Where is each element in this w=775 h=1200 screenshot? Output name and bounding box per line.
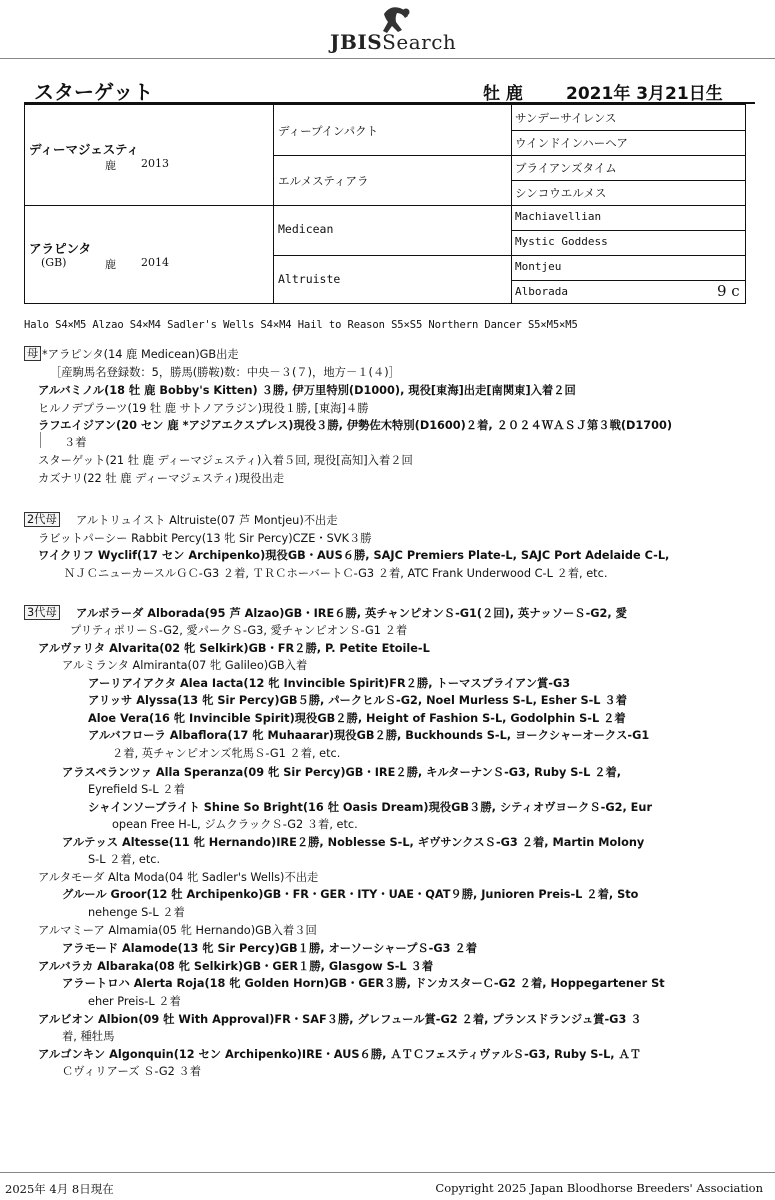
logo-jbis: JBIS: [330, 30, 383, 54]
horse-name: スターゲット: [34, 80, 154, 104]
g3-line: ２着, 英チャンピオンズ牝馬Ｓ-G1 ２着, etc.: [112, 747, 341, 760]
dam-origin: (GB): [41, 256, 67, 269]
dam-name: アラピンタ: [29, 241, 92, 256]
dam-dam: Altruiste: [278, 272, 341, 286]
g3-line: アルビオン Albion(09 牡 With Approval)FR・SAF３勝, グレフュール賞-G2 ２着, プランスドランジュ賞-G3 ３: [38, 1013, 642, 1026]
inbreeding-cross: Halo S4×M5 Alzao S4×M4 Sadler's Wells S4×M4 Hail to Reason S5×S5 Northern Dancer S5×M5×M5: [24, 319, 578, 331]
g3-line: アラモード Alamode(13 牝 Sir Percy)GB１勝, オーソーシャープＳ-G3 ２着: [62, 942, 478, 955]
pedigree-col-divider: [273, 105, 274, 303]
g3-line: Aloe Vera(16 牝 Invincible Spirit)現役GB２勝, Height of Fashion S-L, Godolphin S-L ２着: [88, 712, 626, 725]
g3-line: S-L ２着, etc.: [88, 853, 161, 866]
g3-line: Eyrefield S-L ２着: [88, 783, 185, 796]
pedigree-row-divider: [25, 205, 745, 206]
g3-line: 着, 種牡馬: [62, 1030, 115, 1043]
footer-divider: [0, 1172, 775, 1173]
pedigree-row-divider: [273, 255, 745, 256]
g3-line: シャインソーブライト Shine So Bright(16 牡 Oasis Dream)現役GB３勝, シティオヴヨークＳ-G2, Eur: [88, 801, 653, 814]
dam-line: ラフエイジアン(20 セン 鹿 *アジアエクスプレス)現役３勝, 伊勢佐木特別(D1600)２着, ２０２４ＷＡＳＪ第３戦(D1700): [38, 419, 673, 432]
dam-tag: 母: [24, 346, 41, 361]
g3-line: アルヴァリタ Alvarita(02 牝 Selkirk)GB・FR２勝, P. Petite Etoile-L: [38, 642, 430, 655]
pedigree-row-divider: [511, 230, 745, 231]
g3-ancestor: サンデーサイレンス: [515, 111, 617, 125]
g3-line: プリティポリーＳ-G2, 愛パークＳ-G3, 愛チャンピオンＳ-G1 ２着: [70, 624, 408, 637]
g3-ancestor: Machiavellian: [515, 210, 602, 223]
header-divider: [0, 58, 775, 59]
g3-line: アーリアイアクタ Alea Iacta(12 牝 Invincible Spirit)FR２勝, トーマスブライアン賞-G3: [88, 677, 571, 690]
g3-line: eher Preis-L ２着: [88, 995, 181, 1008]
family-number: 9 c: [717, 282, 740, 300]
g3-ancestor: Alborada: [515, 285, 568, 298]
g3-ancestor: Montjeu: [515, 260, 562, 273]
dam-color: 鹿: [105, 258, 116, 271]
g2-line: ワイクリフ Wyclif(17 セン Archipenko)現役GB・AUS６勝, SAJC Premiers Plate-L, SAJC Port Adelaide C-L,: [38, 549, 670, 562]
dam-year: 2014: [141, 256, 169, 269]
sire-color: 鹿: [105, 159, 116, 172]
g3-line: nehenge S-L ２着: [88, 906, 185, 919]
dam-line: スターゲット(21 牡 鹿 ディーマジェスティ)入着５回, 現役[高知]入着２回: [38, 454, 413, 467]
g3-ancestor: ブライアンズタイム: [515, 161, 617, 175]
g3-line: アルゴンキン Algonquin(12 セン Archipenko)IRE・AUS６勝, ＡＴＣフェスティヴァルＳ-G3, Ruby S-L, ＡＴ: [38, 1048, 642, 1061]
dam-line: ヒルノデプラーツ(19 牡 鹿 サトノアラジン)現役１勝, [東海]４勝: [38, 402, 369, 415]
g2-line: ＮＪＣニューカースルＧＣ-G3 ２着, ＴＲＣホーバートＣ-G3 ２着, ATC Frank Underwood C-L ２着, etc.: [64, 567, 608, 580]
dam-line: ［産駒馬名登録数：5，勝馬(勝鞍)数：中央－３(７)，地方－１(４)］: [50, 366, 400, 379]
g3-ancestor: シンコウエルメス: [515, 186, 607, 200]
dam-line: *アラピンタ(14 鹿 Medicean)GB出走: [42, 348, 239, 361]
sire-dam: エルメスティアラ: [278, 174, 369, 188]
dam-line: カズナリ(22 牡 鹿 ディーマジェスティ)現役出走: [38, 472, 285, 485]
g3-line: アリッサ Alyssa(13 牝 Sir Percy)GB５勝, パークヒルＳ-G2, Noel Murless S-L, Esher S-L ３着: [88, 694, 627, 707]
g3-line: アルボラーダ Alborada(95 芦 Alzao)GB・IRE６勝, 英チャンピオンＳ-G1(２回), 英ナッソーＳ-G2, 愛: [76, 607, 627, 620]
dam-line: アルバミノル(18 牡 鹿 Bobby's Kitten) ３勝, 伊万里特別(D1000), 現役[東海]出走[南関東]入着２回: [38, 384, 576, 397]
g2-line: ラビットパーシー Rabbit Percy(13 牝 Sir Percy)CZE・SVK３勝: [38, 532, 372, 545]
horse-sex-color: 牡 鹿: [483, 84, 523, 104]
second-dam-tag: 2代母: [24, 512, 60, 527]
g3-ancestor: Mystic Goddess: [515, 235, 608, 248]
g2-line: アルトリュイスト Altruiste(07 芦 Montjeu)不出走: [76, 514, 338, 527]
pedigree-row-divider: [511, 130, 745, 131]
pedigree-row-divider: [511, 180, 745, 181]
g3-line: アルマミーア Almamia(05 牝 Hernando)GB入着３回: [38, 924, 317, 937]
sire-sire: ディープインパクト: [278, 124, 379, 138]
g3-line: アラートロハ Alerta Roja(18 牝 Golden Horn)GB・GER３勝, ドンカスターＣ-G2 ２着, Hoppegartener St: [62, 977, 665, 990]
logo-text: [330, 30, 456, 54]
pedigree-table: [24, 104, 746, 304]
dam-sire: Medicean: [278, 222, 334, 236]
g3-line: アルテッス Altesse(11 牝 Hernando)IRE２勝, Noblesse S-L, ギヴサンクスＳ-G3 ２着, Martin Molony: [62, 836, 645, 849]
horse-birthdate: 2021年 3月21日生: [566, 84, 723, 104]
logo-search: Search: [382, 30, 457, 54]
g3-line: Ｃヴィリアーズ Ｓ-G2 ３着: [62, 1065, 202, 1078]
continuation-bar: [40, 432, 41, 448]
g3-line: グルール Groor(12 牡 Archipenko)GB・FR・GER・ITY・UAE・QAT９勝, Junioren Preis-L ２着, Sto: [62, 888, 639, 901]
g3-line: アルミランタ Almiranta(07 牝 Galileo)GB入着: [62, 659, 308, 672]
g3-line: アラスペランツァ Alla Speranza(09 牝 Sir Percy)GB・IRE２勝, キルターナンＳ-G3, Ruby S-L ２着,: [62, 766, 622, 779]
pedigree-row-divider: [511, 280, 745, 281]
footer-date: 2025年 4月 8日現在: [5, 1182, 114, 1196]
g3-line: opean Free H-L, ジムクラックＳ-G2 ３着, etc.: [112, 818, 358, 831]
pedigree-row-divider: [273, 155, 745, 156]
third-dam-tag: 3代母: [24, 605, 60, 620]
sire-name: ディーマジェスティ: [29, 142, 140, 157]
g3-line: アルバフローラ Albaflora(17 牝 Muhaarar)現役GB２勝, Buckhounds S-L, ヨークシャーオークス-G1: [88, 729, 650, 742]
footer-copyright: Copyright 2025 Japan Bloodhorse Breeders' Association: [435, 1181, 763, 1195]
sire-year: 2013: [141, 157, 169, 170]
g3-line: アルバラカ Albaraka(08 牝 Selkirk)GB・GER１勝, Glasgow S-L ３着: [38, 960, 434, 973]
dam-line: ３着: [64, 436, 87, 449]
g3-ancestor: ウインドインハーヘア: [515, 136, 628, 150]
g3-line: アルタモーダ Alta Moda(04 牝 Sadler's Wells)不出走: [38, 871, 319, 884]
pedigree-col-divider: [511, 105, 512, 303]
